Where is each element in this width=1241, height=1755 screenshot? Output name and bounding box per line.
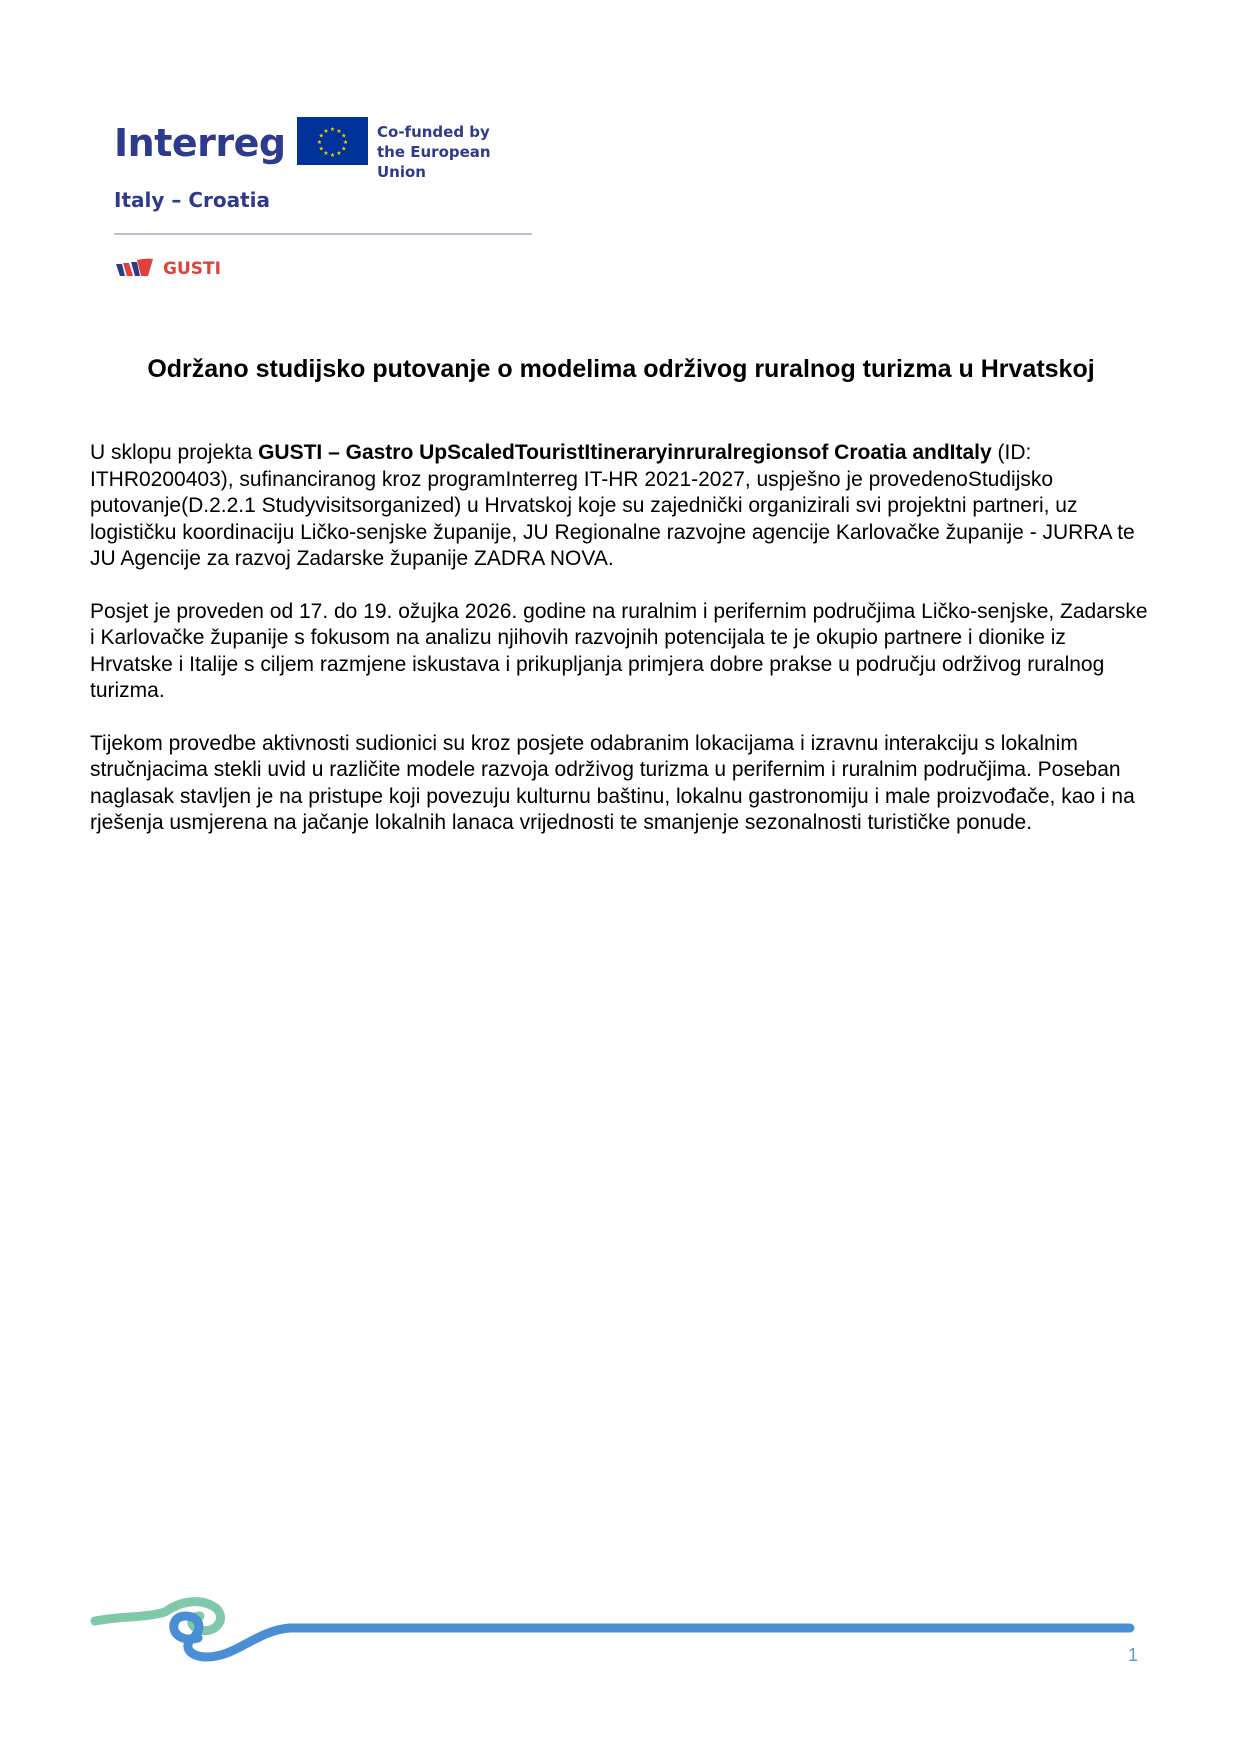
- svg-text:★: ★: [329, 152, 336, 159]
- svg-text:★: ★: [318, 145, 324, 153]
- svg-text:★: ★: [318, 132, 324, 140]
- paragraph-1-intro: U sklopu projekta: [90, 441, 259, 464]
- document-title: Održano studijsko putovanje o modelima održivog ruralnog turizma u Hrvatskoj: [147, 355, 1095, 383]
- svg-text:★: ★: [336, 127, 342, 135]
- paragraph-1: [90, 440, 1150, 573]
- wave-swirl-icon: [90, 1578, 1160, 1668]
- paragraph-2: Posjet je proveden od 17. do 19. ožujka 2026. godine na ruralnim i perifernim područjima Ličko-senjske, Zadarske i Karlovačke županije s fokusom na analizu njihovih razvojnih potencijala te je okupio partnere i dionike iz Hrvatske i Italije s ciljem razmjene iskustava i prikupljanja primjera dobre prakse u području održivog ruralnog turizma.: [90, 599, 1148, 702]
- cofunded-line-1: Co-funded by: [377, 123, 490, 141]
- svg-text:★: ★: [323, 127, 329, 135]
- svg-text:★: ★: [341, 145, 347, 153]
- svg-text:★: ★: [342, 139, 349, 146]
- cofunded-line-2: the European Union: [377, 143, 491, 181]
- svg-text:★: ★: [316, 139, 323, 146]
- header-logos: [114, 112, 534, 292]
- project-name: GUSTI – Gastro UpScaledTouristItineraryinruralregionsof Croatia andItaly: [258, 441, 992, 464]
- interreg-logo-text: Interreg: [114, 121, 286, 165]
- svg-text:★: ★: [341, 132, 347, 140]
- page-number: 1: [1128, 1645, 1139, 1665]
- eu-flag-icon: [297, 117, 368, 165]
- document-body: [90, 440, 1150, 863]
- paragraph-1-rest: (ID: ITHR0200403), sufinanciranog kroz programInterreg IT-HR 2021-2027, uspješno je provedenoStudijsko putovanje(D.2.2.1 Studyvisitsorganized) u Hrvatskoj koje su zajednički organizirali svi projektni partneri, uz logističku koordinaciju Ličko-senjske županije, JU Regionalne razvojne agencije Karlovačke županije - JURRA te JU Agencije za razvoj Zadarske županije ZADRA NOVA.: [90, 441, 1135, 570]
- gusti-logo-icon: [116, 258, 154, 278]
- svg-text:★: ★: [329, 126, 336, 133]
- paragraph-3: Tijekom provedbe aktivnosti sudionici su kroz posjete odabranim lokacijama i izravnu interakciju s lokalnim stručnjacima stekli uvid u različite modele razvoja održivog turizma u perifernim i ruralnim područjima. Poseban naglasak stavljen je na pristupe koji povezuju kulturnu baštinu, lokalnu gastronomiju i male proizvođače, kao i na rješenja usmjerena na jačanje lokalnih lanaca vrijednosti te smanjenje sezonalnosti turističke ponude.: [90, 731, 1135, 834]
- logo-divider: [114, 233, 532, 235]
- svg-text:★: ★: [323, 150, 329, 158]
- cofunded-label: [377, 122, 534, 182]
- gusti-logo-text: GUSTI: [163, 259, 221, 279]
- program-region: Italy – Croatia: [114, 188, 271, 212]
- svg-text:★: ★: [336, 150, 342, 158]
